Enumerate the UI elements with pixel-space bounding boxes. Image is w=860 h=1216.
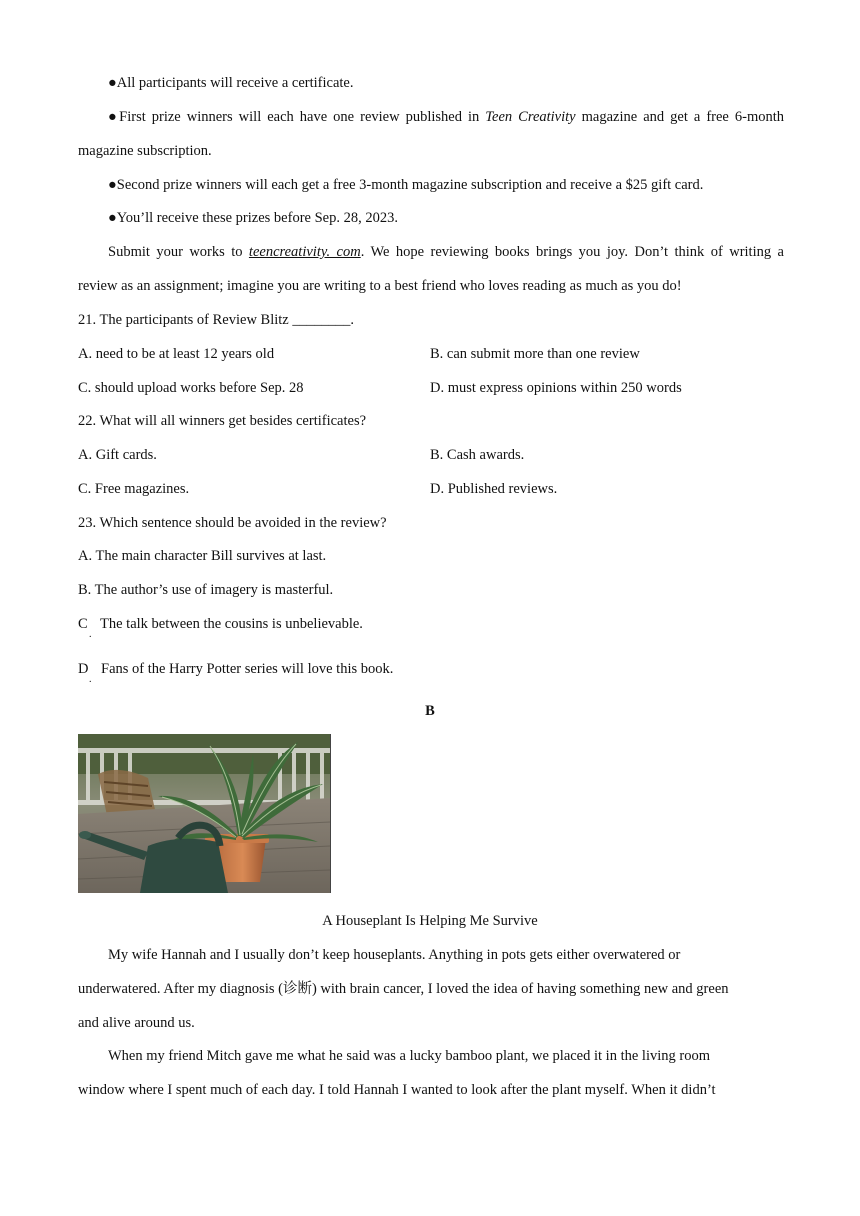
question-22-option-a: A. Gift cards. [78, 447, 157, 463]
question-21-option-b: B. can submit more than one review [430, 346, 640, 362]
question-23-option-c-letter: C [78, 616, 88, 632]
bullet-prize-date: ●You’ll receive these prizes before Sep. 28, 2023. [108, 210, 398, 226]
article-paragraph-2-line-2: window where I spent much of each day. I told Hannah I wanted to look after the plant myself. When it didn’t [78, 1082, 716, 1098]
article-paragraph-1-line-1: My wife Hannah and I usually don’t keep houseplants. Anything in pots gets either overwatered or [108, 947, 681, 963]
submit-link[interactable]: teencreativity. com [248, 244, 361, 260]
section-b-heading: B [425, 703, 435, 719]
article-paragraph-1-line-3: and alive around us. [78, 1015, 195, 1031]
magazine-name: Teen Creativity [485, 109, 576, 125]
article-paragraph-1-line-2: underwatered. After my diagnosis (诊断) with brain cancer, I loved the idea of having something new and green [78, 981, 729, 997]
bullet-first-prize-text: ●First prize winners will each have one review published in [108, 109, 486, 125]
submit-paragraph-cont: review as an assignment; imagine you are writing to a best friend who loves reading as much as you do! [78, 278, 682, 294]
question-22-option-b: B. Cash awards. [430, 447, 525, 463]
bullet-first-prize-text-end: magazine and get a free 6-month [575, 109, 784, 125]
question-22-option-c: C. Free magazines. [78, 481, 190, 497]
question-22-option-d: D. Published reviews. [430, 481, 558, 497]
article-paragraph-2-line-1: When my friend Mitch gave me what he said was a lucky bamboo plant, we placed it in the living room [108, 1048, 710, 1064]
article-title: A Houseplant Is Helping Me Survive [322, 913, 538, 929]
submit-text-end: . We hope reviewing books brings you joy. Don’t think of writing a [360, 244, 784, 260]
question-23-option-c-text: The talk between the cousins is unbelievable. [100, 616, 363, 632]
question-21-option-c: C. should upload works before Sep. 28 [78, 380, 304, 396]
question-23-option-d-dot: . [89, 674, 92, 685]
question-23-option-d-text: Fans of the Harry Potter series will love this book. [101, 661, 394, 677]
submit-text: Submit your works to [108, 244, 249, 260]
bullet-first-prize-cont: magazine subscription. [78, 143, 212, 159]
question-21-stem: 21. The participants of Review Blitz ________. [78, 312, 354, 328]
bullet-first-prize [108, 107, 784, 127]
question-23-option-b: B. The author’s use of imagery is masterful. [78, 582, 334, 598]
submit-paragraph [108, 242, 784, 262]
question-23-option-d-letter: D [78, 661, 89, 677]
bullet-certificate: ●All participants will receive a certificate. [108, 75, 354, 91]
question-22-stem: 22. What will all winners get besides certificates? [78, 413, 367, 429]
question-23-stem: 23. Which sentence should be avoided in the review? [78, 515, 387, 531]
question-21-option-d: D. must express opinions within 250 words [430, 380, 682, 396]
question-23-option-a: A. The main character Bill survives at last. [78, 548, 327, 564]
question-21-option-a: A. need to be at least 12 years old [78, 346, 275, 362]
question-23-option-c-dot: . [89, 629, 92, 640]
houseplant-photo [78, 734, 331, 893]
bullet-second-prize: ●Second prize winners will each get a free 3-month magazine subscription and receive a $25 gift card. [108, 177, 704, 193]
